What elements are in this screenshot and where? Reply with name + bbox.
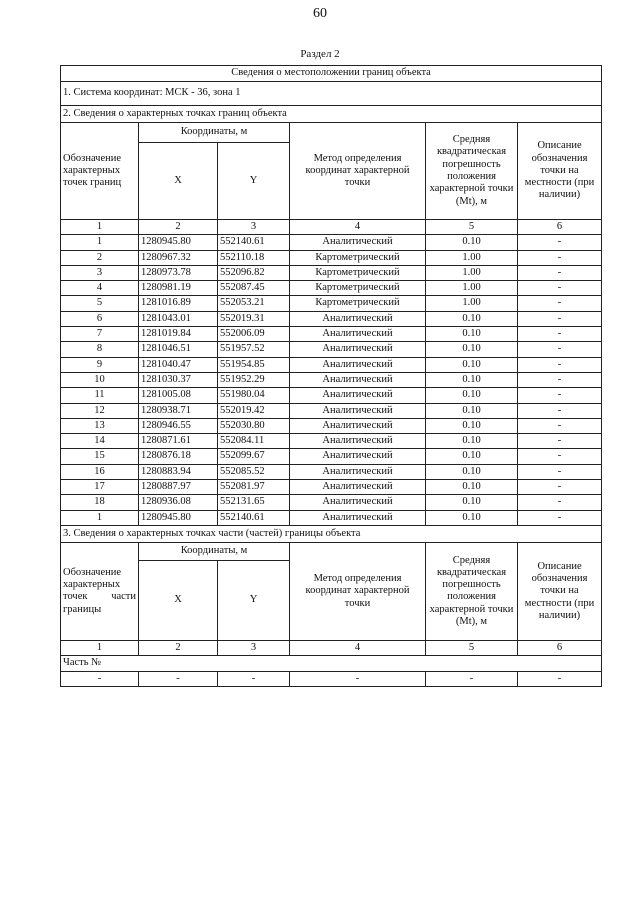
point-number: 11 (61, 388, 139, 403)
method: Аналитический (290, 464, 426, 479)
coord-x: 1280981.19 (139, 281, 218, 296)
table-row (61, 327, 602, 342)
table-row (61, 403, 602, 418)
error: 0.10 (426, 510, 518, 525)
description: - (518, 235, 602, 250)
error: 0.10 (426, 464, 518, 479)
table-row (61, 357, 602, 372)
empty-cell: - (61, 671, 139, 686)
description: - (518, 418, 602, 433)
method: Аналитический (290, 357, 426, 372)
coord-x: 1280871.61 (139, 434, 218, 449)
table-row (61, 372, 602, 387)
point-number: 1 (61, 510, 139, 525)
error: 1.00 (426, 296, 518, 311)
coord-y: 552084.11 (218, 434, 290, 449)
col-number: 4 (290, 640, 426, 655)
method: Картометрический (290, 281, 426, 296)
table-row (61, 250, 602, 265)
coord-y: 552099.67 (218, 449, 290, 464)
description: - (518, 388, 602, 403)
coord-y: 552019.31 (218, 311, 290, 326)
description: - (518, 449, 602, 464)
table-row (61, 480, 602, 495)
point-number: 13 (61, 418, 139, 433)
description: - (518, 296, 602, 311)
coord-y: 552131.65 (218, 495, 290, 510)
description: - (518, 250, 602, 265)
column-numbers-row (61, 220, 602, 235)
coord-x: 1280973.78 (139, 265, 218, 280)
point-number: 17 (61, 480, 139, 495)
description: - (518, 311, 602, 326)
point-number: 14 (61, 434, 139, 449)
section3-title: 3. Сведения о характерных точках части (частей) границы объекта (61, 525, 602, 542)
coordinate-system: 1. Система координат: МСК - 36, зона 1 (61, 82, 602, 106)
coord-y: 552140.61 (218, 510, 290, 525)
point-number: 3 (61, 265, 139, 280)
coord-y: 551980.04 (218, 388, 290, 403)
header3-desc: Описание обозначения точки на местности (при наличии) (518, 542, 602, 640)
table-row (61, 449, 602, 464)
empty-cell: - (426, 671, 518, 686)
description: - (518, 464, 602, 479)
point-number: 6 (61, 311, 139, 326)
method: Аналитический (290, 510, 426, 525)
description: - (518, 372, 602, 387)
coord-y: 552030.80 (218, 418, 290, 433)
coord-x: 1280883.94 (139, 464, 218, 479)
col-number: 6 (518, 640, 602, 655)
part-label: Часть № (61, 656, 602, 671)
method: Картометрический (290, 296, 426, 311)
method: Аналитический (290, 327, 426, 342)
coord-x: 1280967.32 (139, 250, 218, 265)
error: 0.10 (426, 357, 518, 372)
error: 0.10 (426, 495, 518, 510)
table-row (61, 342, 602, 357)
coord-y: 552110.18 (218, 250, 290, 265)
description: - (518, 265, 602, 280)
col-number: 5 (426, 220, 518, 235)
coord-x: 1280945.80 (139, 235, 218, 250)
header3-y: Y (218, 560, 290, 640)
header-desc: Описание обозначения точки на местности (при наличии) (518, 123, 602, 220)
col-number: 1 (61, 640, 139, 655)
description: - (518, 327, 602, 342)
coord-y: 552081.97 (218, 480, 290, 495)
coord-y: 552096.82 (218, 265, 290, 280)
error: 1.00 (426, 281, 518, 296)
error: 0.10 (426, 342, 518, 357)
error: 0.10 (426, 480, 518, 495)
coord-y: 551957.52 (218, 342, 290, 357)
description: - (518, 495, 602, 510)
col-number: 2 (139, 220, 218, 235)
table-row (61, 418, 602, 433)
coord-y: 552087.45 (218, 281, 290, 296)
point-number: 9 (61, 357, 139, 372)
method: Аналитический (290, 372, 426, 387)
point-number: 15 (61, 449, 139, 464)
table-row (61, 388, 602, 403)
coord-x: 1281046.51 (139, 342, 218, 357)
empty-cell: - (518, 671, 602, 686)
header-coords: Координаты, м (139, 123, 290, 143)
header3-point: Обозначение характерных точек части границы (61, 542, 139, 640)
coord-x: 1281005.08 (139, 388, 218, 403)
table-row (61, 495, 602, 510)
section-title: Раздел 2 (300, 48, 340, 60)
table-row (61, 265, 602, 280)
header-point: Обозначение характерных точек границ (61, 123, 139, 220)
header3-coords: Координаты, м (139, 542, 290, 560)
coord-y: 552085.52 (218, 464, 290, 479)
coord-x: 1280876.18 (139, 449, 218, 464)
description: - (518, 403, 602, 418)
col-number: 3 (218, 640, 290, 655)
coord-x: 1281043.01 (139, 311, 218, 326)
error: 0.10 (426, 311, 518, 326)
point-number: 4 (61, 281, 139, 296)
coord-x: 1280887.97 (139, 480, 218, 495)
coord-y: 552019.42 (218, 403, 290, 418)
table-row (61, 434, 602, 449)
table-row (61, 311, 602, 326)
error: 0.10 (426, 388, 518, 403)
method: Картометрический (290, 250, 426, 265)
col-number: 2 (139, 640, 218, 655)
boundary-table (60, 65, 602, 687)
col-number: 5 (426, 640, 518, 655)
col-number: 3 (218, 220, 290, 235)
coord-x: 1280946.55 (139, 418, 218, 433)
column-numbers-row-3 (61, 640, 602, 655)
col-number: 1 (61, 220, 139, 235)
header3-method: Метод определения координат характерной точки (290, 542, 426, 640)
page-number: 60 (313, 6, 327, 21)
method: Аналитический (290, 495, 426, 510)
point-number: 16 (61, 464, 139, 479)
point-number: 5 (61, 296, 139, 311)
point-number: 1 (61, 235, 139, 250)
table-row (61, 296, 602, 311)
description: - (518, 357, 602, 372)
coord-x: 1280945.80 (139, 510, 218, 525)
empty-cell: - (139, 671, 218, 686)
coord-y: 552053.21 (218, 296, 290, 311)
method: Аналитический (290, 342, 426, 357)
method: Аналитический (290, 311, 426, 326)
error: 0.10 (426, 372, 518, 387)
error: 1.00 (426, 250, 518, 265)
point-number: 12 (61, 403, 139, 418)
method: Аналитический (290, 418, 426, 433)
method: Картометрический (290, 265, 426, 280)
description: - (518, 480, 602, 495)
table-row (61, 510, 602, 525)
header-method: Метод определения координат характерной точки (290, 123, 426, 220)
error: 1.00 (426, 265, 518, 280)
point-number: 2 (61, 250, 139, 265)
point-number: 8 (61, 342, 139, 357)
coord-x: 1281016.89 (139, 296, 218, 311)
empty-cell: - (218, 671, 290, 686)
description: - (518, 510, 602, 525)
coord-x: 1281030.37 (139, 372, 218, 387)
table-title: Сведения о местоположении границ объекта (61, 66, 602, 82)
error: 0.10 (426, 403, 518, 418)
description: - (518, 342, 602, 357)
table-row (61, 235, 602, 250)
description: - (518, 434, 602, 449)
coord-y: 552006.09 (218, 327, 290, 342)
header-y: Y (218, 143, 290, 220)
method: Аналитический (290, 480, 426, 495)
method: Аналитический (290, 403, 426, 418)
method: Аналитический (290, 434, 426, 449)
header3-x: X (139, 560, 218, 640)
header-error: Средняя квадратическая погрешность положения характерной точки (Mt), м (426, 123, 518, 220)
error: 0.10 (426, 418, 518, 433)
coord-y: 551952.29 (218, 372, 290, 387)
col-number: 4 (290, 220, 426, 235)
coord-x: 1281040.47 (139, 357, 218, 372)
section2-title: 2. Сведения о характерных точках границ объекта (61, 106, 602, 123)
error: 0.10 (426, 449, 518, 464)
point-number: 10 (61, 372, 139, 387)
method: Аналитический (290, 449, 426, 464)
col-number: 6 (518, 220, 602, 235)
empty-part-row (61, 671, 602, 686)
coord-x: 1280936.08 (139, 495, 218, 510)
method: Аналитический (290, 388, 426, 403)
error: 0.10 (426, 235, 518, 250)
error: 0.10 (426, 327, 518, 342)
header3-error: Средняя квадратическая погрешность положения характерной точки (Mt), м (426, 542, 518, 640)
point-number: 7 (61, 327, 139, 342)
header-x: X (139, 143, 218, 220)
coord-x: 1280938.71 (139, 403, 218, 418)
coord-x: 1281019.84 (139, 327, 218, 342)
error: 0.10 (426, 434, 518, 449)
table-row (61, 281, 602, 296)
description: - (518, 281, 602, 296)
point-number: 18 (61, 495, 139, 510)
table-row (61, 464, 602, 479)
coord-y: 551954.85 (218, 357, 290, 372)
empty-cell: - (290, 671, 426, 686)
coord-y: 552140.61 (218, 235, 290, 250)
method: Аналитический (290, 235, 426, 250)
